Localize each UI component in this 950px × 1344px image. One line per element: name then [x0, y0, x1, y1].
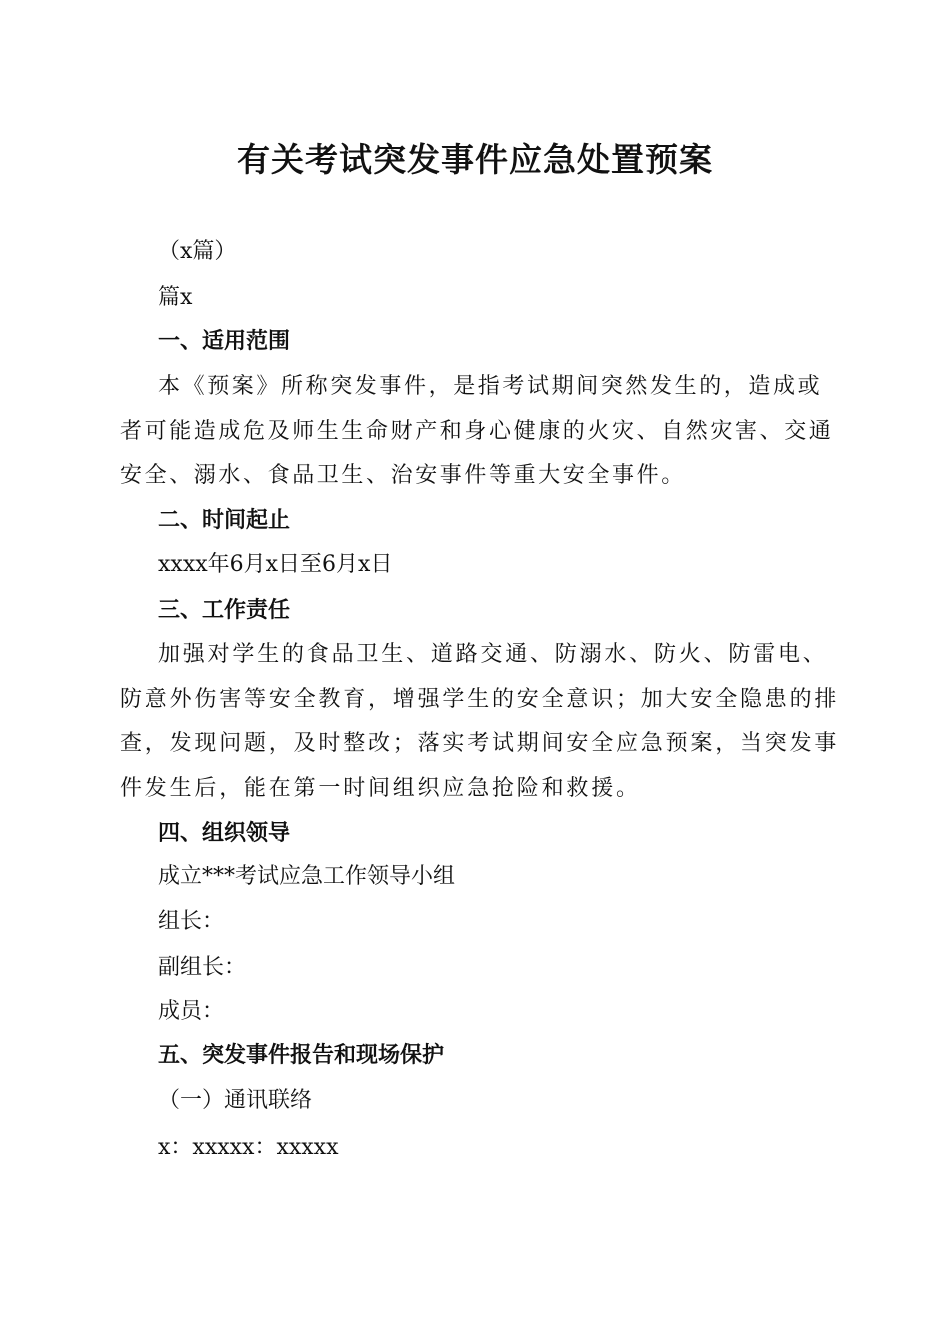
contact-line: x：xxxxx：xxxxx	[158, 1135, 339, 1160]
subsection-heading-communication: （一）通讯联络	[158, 1088, 313, 1113]
section-heading-reporting: 五、突发事件报告和现场保护	[158, 1043, 445, 1068]
section-body-responsibility: 加强对学生的食品卫生、道路交通、防溺水、防火、防雷电、防意外伤害等安全教育，增强学生的安全意识；加大安全隐患的排查，发现问题，及时整改；落实考试期间安全应急预案，当突发事件发生后，能在第一时间组织应急抢险和救援。	[120, 642, 840, 801]
document-title: 有关考试突发事件应急处置预案	[237, 140, 713, 179]
members-line: 成员：	[158, 999, 225, 1024]
section-heading-leadership: 四、组织领导	[158, 821, 291, 846]
section-body-scope: 本《预案》所称突发事件，是指考试期间突然发生的，造成或者可能造成危及师生生命财产和身心健康的火灾、自然灾害、交通安全、溺水、食品卫生、治安事件等重大安全事件。	[120, 374, 834, 488]
section-heading-scope: 一、适用范围	[158, 329, 291, 354]
section-heading-time: 二、时间起止	[158, 508, 291, 533]
document-subtitle: （x篇）	[158, 239, 237, 264]
document-part-label: 篇x	[158, 285, 193, 310]
deputy-leader-line: 副组长：	[158, 955, 247, 980]
leadership-group-line: 成立***考试应急工作领导小组	[158, 864, 456, 889]
section-heading-responsibility: 三、工作责任	[158, 598, 291, 623]
section-body-time: xxxx年6月x日至6月x日	[158, 552, 393, 577]
leader-line: 组长：	[158, 909, 225, 934]
